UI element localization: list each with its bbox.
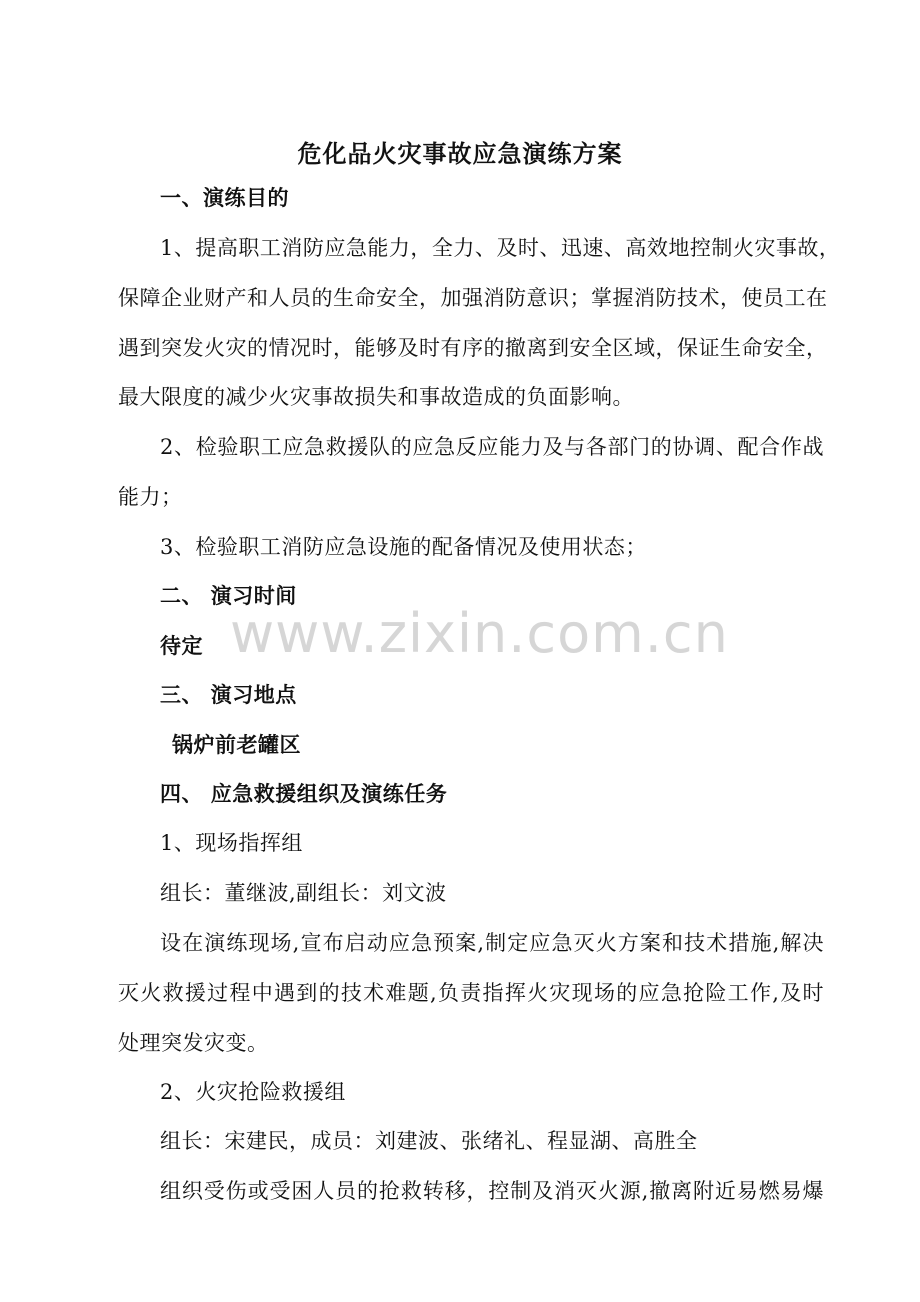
section-heading-location: 三、 演习地点 [160, 683, 297, 707]
paragraph-line: 1、提高职工消防应急能力，全力、及时、迅速、高效地控制火灾事故， [160, 236, 841, 260]
paragraph-line: 组织受伤或受困人员的抢救转移，控制及消灭火源,撤离附近易燃易爆 [160, 1179, 824, 1203]
section-heading-organization: 四、 应急救援组织及演练任务 [160, 782, 448, 806]
section-heading-time: 二、 演习时间 [160, 584, 297, 608]
watermark-text: www.zixin.com.cn [230, 602, 729, 665]
section-heading-purpose: 一、演练目的 [160, 186, 289, 210]
paragraph-line: 能力； [118, 485, 183, 509]
paragraph-line: 处理突发灾变。 [118, 1031, 269, 1055]
group-title: 1、现场指挥组 [160, 831, 303, 855]
group-title: 2、火灾抢险救援组 [160, 1080, 346, 1104]
paragraph-line: 灭火救援过程中遇到的技术难题,负责指挥火灾现场的应急抢险工作,及时 [118, 981, 824, 1005]
paragraph-line: 设在演练现场,宣布启动应急预案,制定应急灭火方案和技术措施,解决 [160, 931, 824, 955]
section-value-location: 锅炉前老罐区 [172, 733, 301, 757]
paragraph-line: 遇到突发火灾的情况时，能够及时有序的撤离到安全区域，保证生命安全， [118, 336, 828, 360]
paragraph-line: 3、检验职工消防应急设施的配备情况及使用状态； [160, 535, 647, 559]
paragraph-line: 2、检验职工应急救援队的应急反应能力及与各部门的协调、配合作战 [160, 435, 824, 459]
paragraph-line: 最大限度的减少火灾事故损失和事故造成的负面影响。 [118, 385, 634, 409]
section-value-time: 待定 [160, 634, 203, 658]
document-title: 危化品火灾事故应急演练方案 [297, 140, 623, 168]
group-members: 组长：董继波,副组长：刘文波 [160, 881, 447, 905]
paragraph-line: 保障企业财产和人员的生命安全，加强消防意识；掌握消防技术，使员工在 [118, 286, 828, 310]
group-members: 组长：宋建民，成员：刘建波、张绪礼、程显湖、高胜全 [160, 1129, 698, 1153]
